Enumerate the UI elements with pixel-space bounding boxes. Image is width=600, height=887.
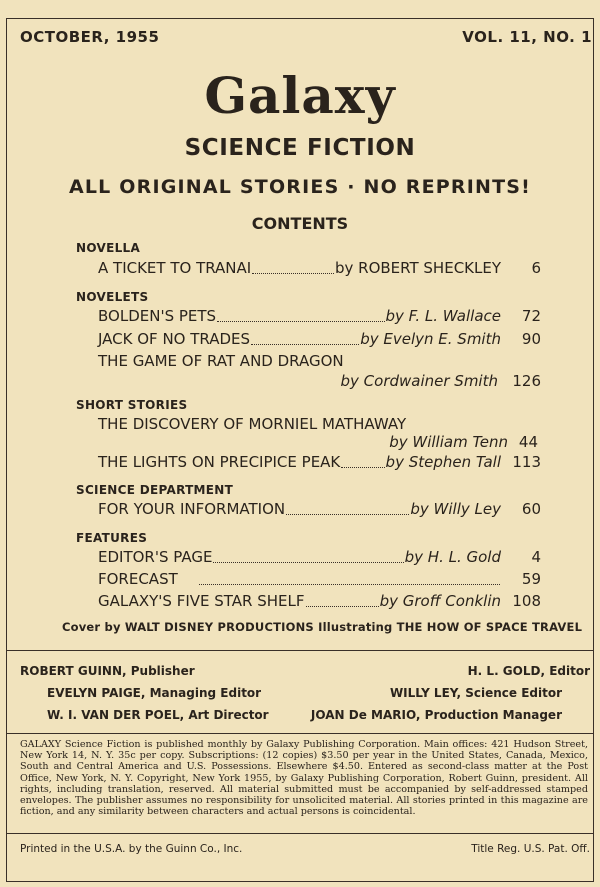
volume-number: VOL. 11, NO. 1 — [462, 28, 592, 46]
contents-heading: CONTENTS — [251, 214, 349, 233]
dot-leader — [217, 320, 384, 322]
section-heading: NOVELLA — [76, 241, 141, 255]
dot-leader — [251, 343, 359, 345]
staff-publisher: ROBERT GUINN, Publisher — [20, 664, 195, 678]
section-heading: SCIENCE DEPARTMENT — [76, 483, 234, 497]
page-number: 44 — [518, 433, 538, 451]
dot-leader — [286, 513, 409, 515]
story-title: A TICKET TO TRANAI — [98, 259, 252, 277]
story-author: by Evelyn E. Smith — [360, 330, 501, 348]
toc-entry — [98, 259, 541, 277]
cover-credit: Cover by WALT DISNEY PRODUCTIONS Illustrating THE HOW OF SPACE TRAVEL — [62, 620, 583, 634]
story-title: BOLDEN'S PETS — [98, 307, 217, 325]
page-number: 126 — [512, 372, 541, 390]
section-heading: NOVELETS — [76, 290, 149, 304]
staff-managing-editor: EVELYN PAIGE, Managing Editor — [47, 686, 262, 700]
section-heading: FEATURES — [76, 531, 148, 545]
issue-date: OCTOBER, 1955 — [20, 28, 160, 46]
page-number: 108 — [512, 592, 541, 610]
section-heading: SHORT STORIES — [76, 398, 188, 412]
story-title: EDITOR'S PAGE — [98, 548, 213, 566]
story-title: JACK OF NO TRADES — [98, 330, 251, 348]
trademark-notice: Title Reg. U.S. Pat. Off. — [471, 843, 590, 855]
story-title: GALAXY'S FIVE STAR SHELF — [98, 592, 305, 610]
story-author: by Groff Conklin — [379, 592, 501, 610]
toc-entry-title — [98, 415, 406, 433]
page-number: 6 — [531, 259, 541, 277]
toc-entry — [98, 548, 541, 566]
staff-science-editor: WILLY LEY, Science Editor — [389, 686, 562, 700]
dot-leader — [213, 561, 403, 563]
toc-entry-title — [98, 352, 344, 370]
galaxy-logo: Galaxy — [204, 66, 396, 125]
staff-production-manager: JOAN De MARIO, Production Manager — [310, 708, 562, 722]
staff-art-director: W. I. VAN DER POEL, Art Director — [47, 708, 269, 722]
story-title: FOR YOUR INFORMATION — [98, 500, 286, 518]
tagline: ALL ORIGINAL STORIES · NO REPRINTS! — [68, 176, 532, 198]
publication-notice: GALAXY Science Fiction is published monthly by Galaxy Publishing Corporation. Main offices: 421 Hudson Street, New York 14, N. Y. 35c per copy. Subscriptions: (12 copies) $3.50 per year in the United States, Canada, Mexico, South and Central America and U.S. Possessions. Elsewhere $4.50. Entered as second-class matter at the Post Office, New York, N. Y. Copyright, New York 1955, by Galaxy Publishing Corporation, Robert Guinn, president. All rights, including translation, reserved. All material submitted must be accompanied by self-addressed stamped envelopes. The publisher assumes no responsibility for unsolicited material. All stories printed in this magazine are fiction, and any similarity between characters and actual persons is coincidental. — [20, 739, 588, 818]
divider — [6, 650, 594, 651]
story-author: by H. L. Gold — [404, 548, 501, 566]
story-title: THE GAME OF RAT AND DRAGON — [98, 352, 344, 370]
page-number: 4 — [531, 548, 541, 566]
dot-leader — [199, 583, 500, 585]
story-author: by Cordwainer Smith — [340, 372, 498, 390]
story-author: by F. L. Wallace — [385, 307, 501, 325]
dot-leader — [341, 466, 384, 468]
story-title: THE LIGHTS ON PRECIPICE PEAK — [98, 453, 341, 471]
magazine-subtitle: SCIENCE FICTION — [184, 135, 416, 161]
story-title: THE DISCOVERY OF MORNIEL MATHAWAY — [98, 415, 407, 433]
divider — [6, 733, 594, 734]
toc-entry — [98, 307, 541, 325]
printer-credit: Printed in the U.S.A. by the Guinn Co., Inc. — [20, 843, 243, 855]
story-author: by Willy Ley — [410, 500, 501, 518]
toc-entry — [98, 500, 541, 518]
page-number: 59 — [521, 570, 541, 588]
story-title: FORECAST — [98, 570, 178, 588]
divider — [6, 833, 594, 834]
toc-entry — [98, 570, 541, 588]
page-number: 72 — [521, 307, 541, 325]
story-author: by ROBERT SHECKLEY — [334, 259, 501, 277]
toc-entry — [98, 330, 541, 348]
page-number: 60 — [521, 500, 541, 518]
story-author: by Stephen Tall — [385, 453, 501, 471]
story-author: by William Tenn — [389, 433, 508, 451]
page-number: 113 — [512, 453, 541, 471]
toc-entry — [98, 592, 541, 610]
dot-leader — [252, 272, 334, 274]
toc-entry — [98, 453, 541, 471]
dot-leader — [306, 605, 379, 607]
staff-editor: H. L. GOLD, Editor — [467, 664, 590, 678]
page-number: 90 — [521, 330, 541, 348]
